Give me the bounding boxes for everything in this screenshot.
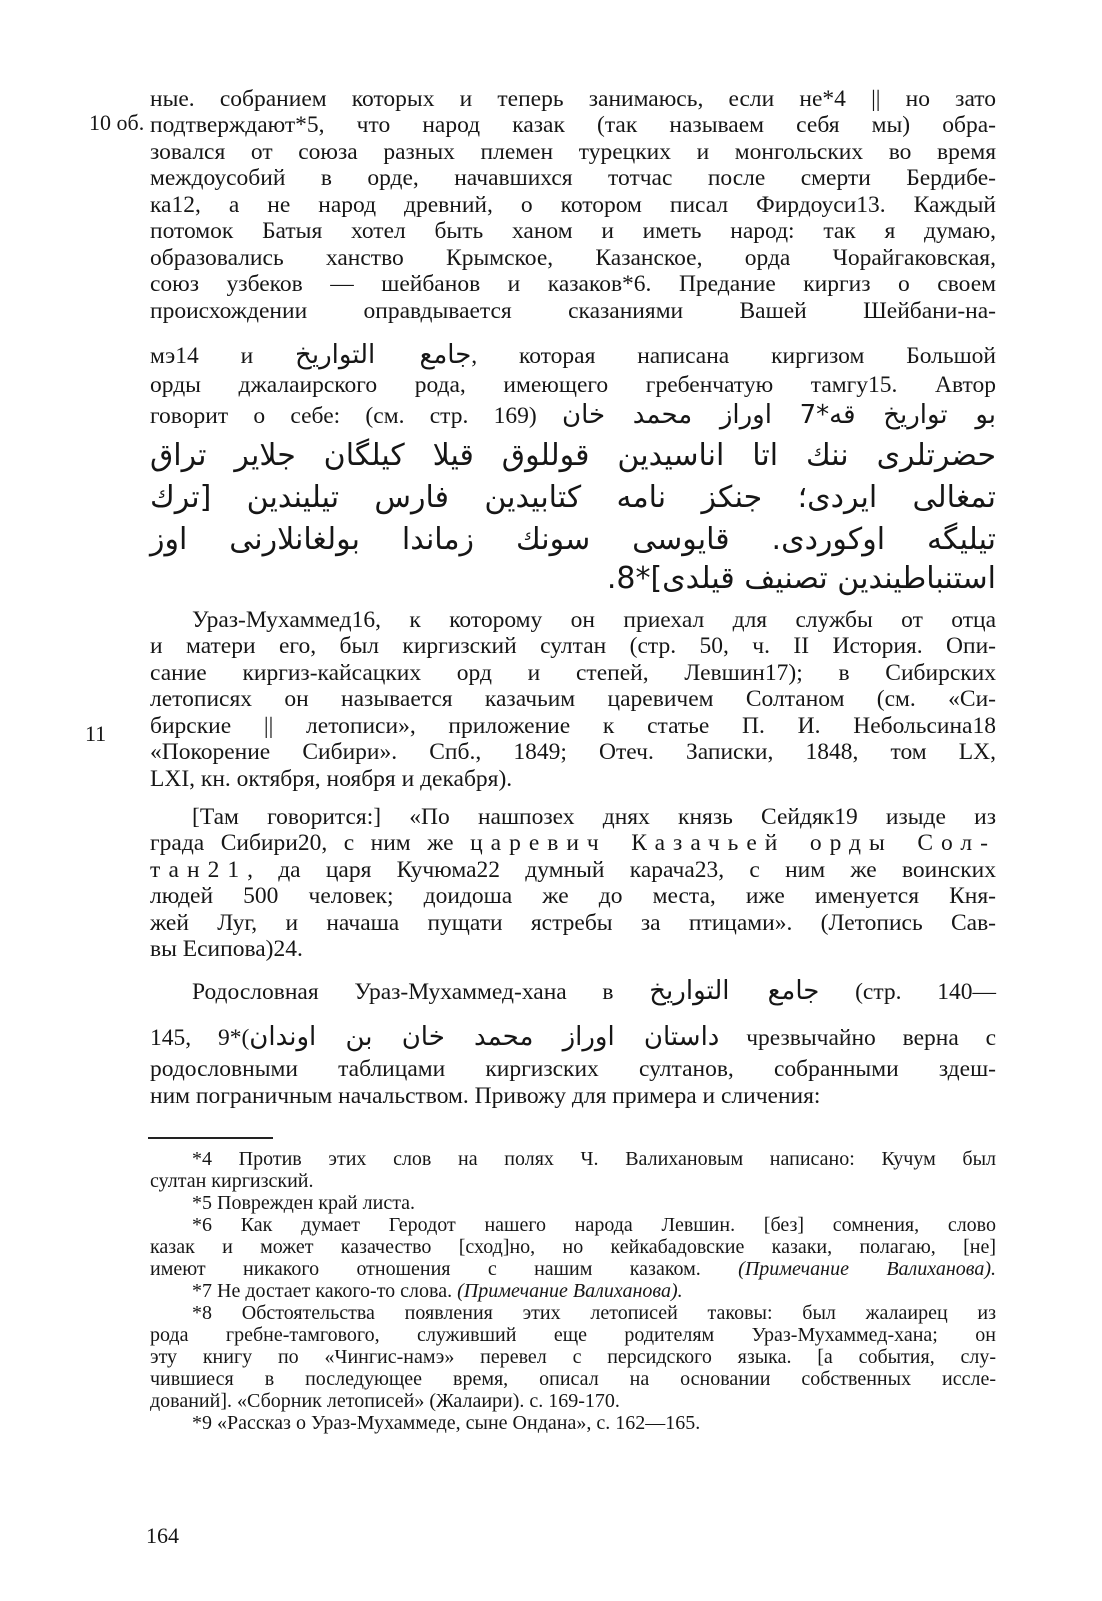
editor-note: (Примечание Валиханова). — [738, 1258, 996, 1280]
body-line: бирские || летописи», приложение к статье П. И. Небольсина18 — [150, 713, 996, 739]
footnote-line: эту книгу по «Чингис-намэ» перевел с персидского языка. [а события, слу- — [150, 1346, 996, 1368]
text-fragment: мэ14 и — [150, 343, 254, 369]
text-fragment: *7 Не достает какого-то слова. — [192, 1280, 453, 1302]
text-fragment: града Сибири20, с ним же — [150, 830, 454, 856]
body-line: летописях он называется казачьим царевичем Солтаном (см. «Си- — [150, 686, 996, 712]
body-line-mixed — [150, 1024, 996, 1051]
body-line: людей 500 человек; доидоша же до места, иже именуется Кня- — [150, 883, 996, 909]
text-fragment: , да царя Кучюма22 думный карача23, с ним же воинских — [247, 857, 996, 883]
body-line-mixed — [150, 342, 996, 369]
footnote-line: *8 Обстоятельства появления этих летописей таковы: был жалаирец из — [192, 1302, 996, 1324]
arabic-title: جامع التواريخ — [295, 340, 472, 370]
body-line: орды джалаирского рода, имеющего гребенчатую тамгу15. Автор — [150, 372, 996, 398]
body-line: ним пограничным начальством. Привожу для примера и сличения: — [150, 1083, 821, 1109]
body-line: жей Луг, и начаша пущати ястребы за птицами». (Летопись Сав- — [150, 910, 996, 936]
body-line: междоусобий в орде, начавшихся тотчас после смерти Бердибе- — [150, 165, 996, 191]
footnote-line-mixed — [150, 1258, 996, 1280]
arabic-title: داستان اوراز محمد خان بن اوندان — [249, 1022, 720, 1052]
body-line-mixed — [150, 830, 996, 856]
body-line: «Покорение Сибири». Спб., 1849; Отеч. Записки, 1848, том LX, — [150, 739, 996, 765]
body-line: [Там говорится:] «По нашпозех днях князь Сейдяк19 изыде из — [192, 804, 996, 830]
body-line: зовался от союза разных племен турецких и монгольских во время — [150, 139, 996, 165]
text-fragment: Родословная Ураз-Мухаммед-хана в — [192, 979, 614, 1005]
text-fragment: 145, — [150, 1025, 192, 1051]
body-line: потомок Батыя хотел быть ханом и иметь народ: так я думаю, — [150, 218, 996, 244]
body-line: образовались ханство Крымское, Казанское, орда Чорайгаковская, — [150, 245, 996, 271]
body-line: и матери его, был киргизский султан (стр. 50, ч. II История. Опи- — [150, 633, 996, 659]
editor-note: (Примечание Валиханова). — [457, 1280, 683, 1302]
footnote-line-mixed — [192, 1280, 996, 1302]
arabic-line: تمغالی ایردی؛ جنکز نامه کتابیدین فارس تیلیندین [ترك — [150, 480, 996, 515]
footnote-line: *9 «Рассказ о Ураз-Мухаммеде, сыне Ондана», с. 162—165. — [192, 1412, 701, 1434]
body-line: ные. собранием которых и теперь занимаюсь, если не*4 || но зато — [150, 86, 996, 112]
footnote-line: дований]. «Сборник летописей» (Жалаири). с. 169-170. — [150, 1390, 620, 1412]
body-line: вы Есипова)24. — [150, 936, 303, 962]
body-line-mixed — [192, 978, 996, 1005]
footnote-line: султан киргизский. — [150, 1170, 314, 1192]
arabic-line: استنباطیندین تصنیف قیلدی]*8. — [606, 561, 996, 596]
arabic-title: جامع التواريخ — [649, 976, 820, 1006]
spaced-text: тан21 — [150, 857, 248, 883]
text-fragment: , которая написана киргизом Большой — [471, 343, 997, 369]
body-line: подтверждают*5, что народ казак (так называем себя мы) обра- — [150, 112, 996, 138]
body-line: ка12, а не народ древний, о котором писал Фирдоуси13. Каждый — [150, 192, 996, 218]
footnote-line: казак и может казачество [сход]но, но кейкабадовские казаки, полагаю, [не] — [150, 1236, 996, 1258]
margin-folio-10ob: 10 об. — [89, 110, 145, 135]
arabic-line: تیلیگه اوکوردی. قایوسی سونك زماندا بولغانلارنی اوز — [150, 522, 996, 557]
footnote-line: *6 Как думает Геродот нашего народа Левшин. [без] сомнения, слово — [192, 1214, 996, 1236]
arabic-quote-start: بو تواريخ قه*7 اوراز محمد خان — [562, 400, 997, 430]
margin-folio-11: 11 — [85, 721, 107, 746]
footnote-line: *4 Против этих слов на полях Ч. Валихановым написано: Кучум был — [192, 1148, 996, 1170]
footnote-divider — [148, 1137, 273, 1139]
body-line-mixed — [150, 857, 996, 883]
body-line: Ураз-Мухаммед16, к которому он приехал для службы от отца — [192, 607, 996, 633]
text-fragment: )*9 чрезвычайно верна с — [217, 1025, 997, 1051]
body-line: происхождении оправдывается сказаниями Вашей Шейбани-на- — [150, 298, 996, 324]
footnote-line: чившиеся в последующее время, описал на основании собственных иссле- — [150, 1368, 996, 1390]
text-fragment: имеют никакого отношения с нашим казаком. — [150, 1258, 701, 1280]
body-line: LXI, кн. октября, ноября и декабря). — [150, 766, 513, 792]
body-line-mixed — [150, 402, 996, 429]
body-line: родословными таблицами киргизских султанов, собранными здеш- — [150, 1056, 996, 1082]
spaced-text: царевич Казачьей орды Сол- — [470, 830, 996, 856]
body-line: сание киргиз-кайсацких орд и степей, Левшин17); в Сибирских — [150, 660, 996, 686]
text-fragment: говорит о себе: (см. стр. 169) — [150, 403, 537, 429]
arabic-line: حضرتلری ننك اتا اناسیدین قوللوق قیلا کیلگان جلایر تراق — [150, 438, 996, 473]
text-fragment: (стр. 140— — [855, 979, 997, 1005]
page-number: 164 — [146, 1523, 179, 1548]
footnote-line: *5 Поврежден край листа. — [192, 1192, 416, 1214]
footnote-line: рода гребне-тамгового, служивший еще родителям Ураз-Мухаммед-хана; он — [150, 1324, 996, 1346]
body-line: союз узбеков — шейбанов и казаков*6. Предание киргиз о своем — [150, 271, 996, 297]
